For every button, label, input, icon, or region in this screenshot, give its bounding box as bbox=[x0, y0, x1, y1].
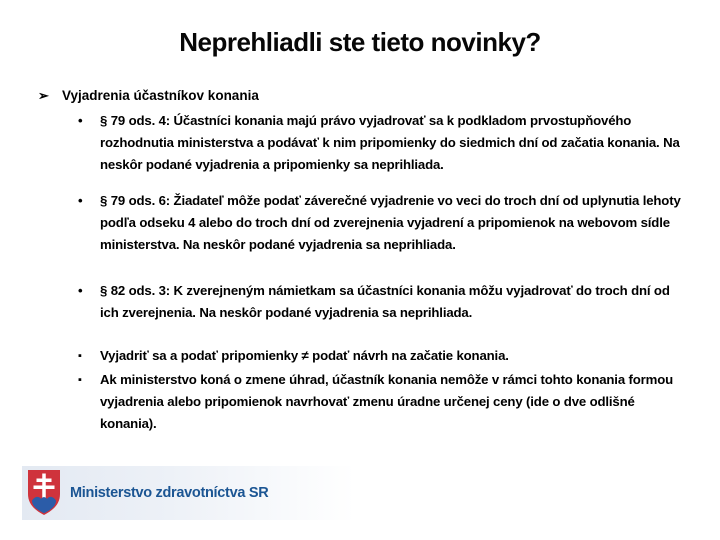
list-item bbox=[38, 345, 692, 367]
list-item bbox=[38, 280, 692, 324]
list-item-text: § 79 ods. 4: Účastníci konania majú právo vyjadrovať sa k podkladom prvostupňového rozhodnutia ministerstva a podávať k nim pripomienky do siedmich dní od začatia konania. Na neskôr podané vyjadrenia a pripomienky sa neprihliada. bbox=[100, 113, 680, 172]
list-item-text: § 82 ods. 3: K zverejneným námietkam sa účastníci konania môžu vyjadrovať do troch dní od ich zverejnenia. Na neskôr podané vyjadrenia sa neprihliada. bbox=[100, 283, 670, 320]
ministry-logo bbox=[27, 469, 268, 516]
arrow-bullet-icon: ➢ bbox=[38, 88, 49, 103]
list-item-text: Ak ministerstvo koná o zmene úhrad, účastník konania nemôže v rámci tohto konania formou vyjadrenia alebo pripomienok navrhovať zmenu úradne určenej ceny (ide o dve odlišné konania). bbox=[100, 372, 674, 431]
round-bullet-icon: • bbox=[78, 113, 83, 128]
slide-body bbox=[38, 86, 692, 435]
list-item bbox=[38, 190, 692, 256]
list-item-text: § 79 ods. 6: Žiadateľ môže podať záverečné vyjadrenie vo veci do troch dní od uplynutia lehoty podľa odseku 4 alebo do troch dní od zverejnenia vyjadrení a pripomienok na webovom sídle ministerstva. Na neskôr podané vyjadrenia sa neprihliada. bbox=[100, 193, 681, 252]
square-bullet-icon: ▪ bbox=[78, 374, 82, 386]
section-heading-row bbox=[38, 86, 692, 106]
round-bullet-icon: • bbox=[78, 283, 83, 298]
ministry-name-label: Ministerstvo zdravotníctva SR bbox=[70, 484, 269, 501]
list-item bbox=[38, 110, 692, 176]
round-bullet-icon: • bbox=[78, 193, 83, 208]
list-item-text: Vyjadriť sa a podať pripomienky ≠ podať návrh na začatie konania. bbox=[100, 348, 509, 363]
slide-title: Neprehliadli ste tieto novinky? bbox=[179, 27, 541, 57]
section-heading-label: Vyjadrenia účastníkov konania bbox=[62, 88, 259, 103]
list-item bbox=[38, 369, 692, 435]
square-bullet-icon: ▪ bbox=[78, 350, 82, 362]
slovak-coat-of-arms-icon bbox=[27, 469, 61, 516]
